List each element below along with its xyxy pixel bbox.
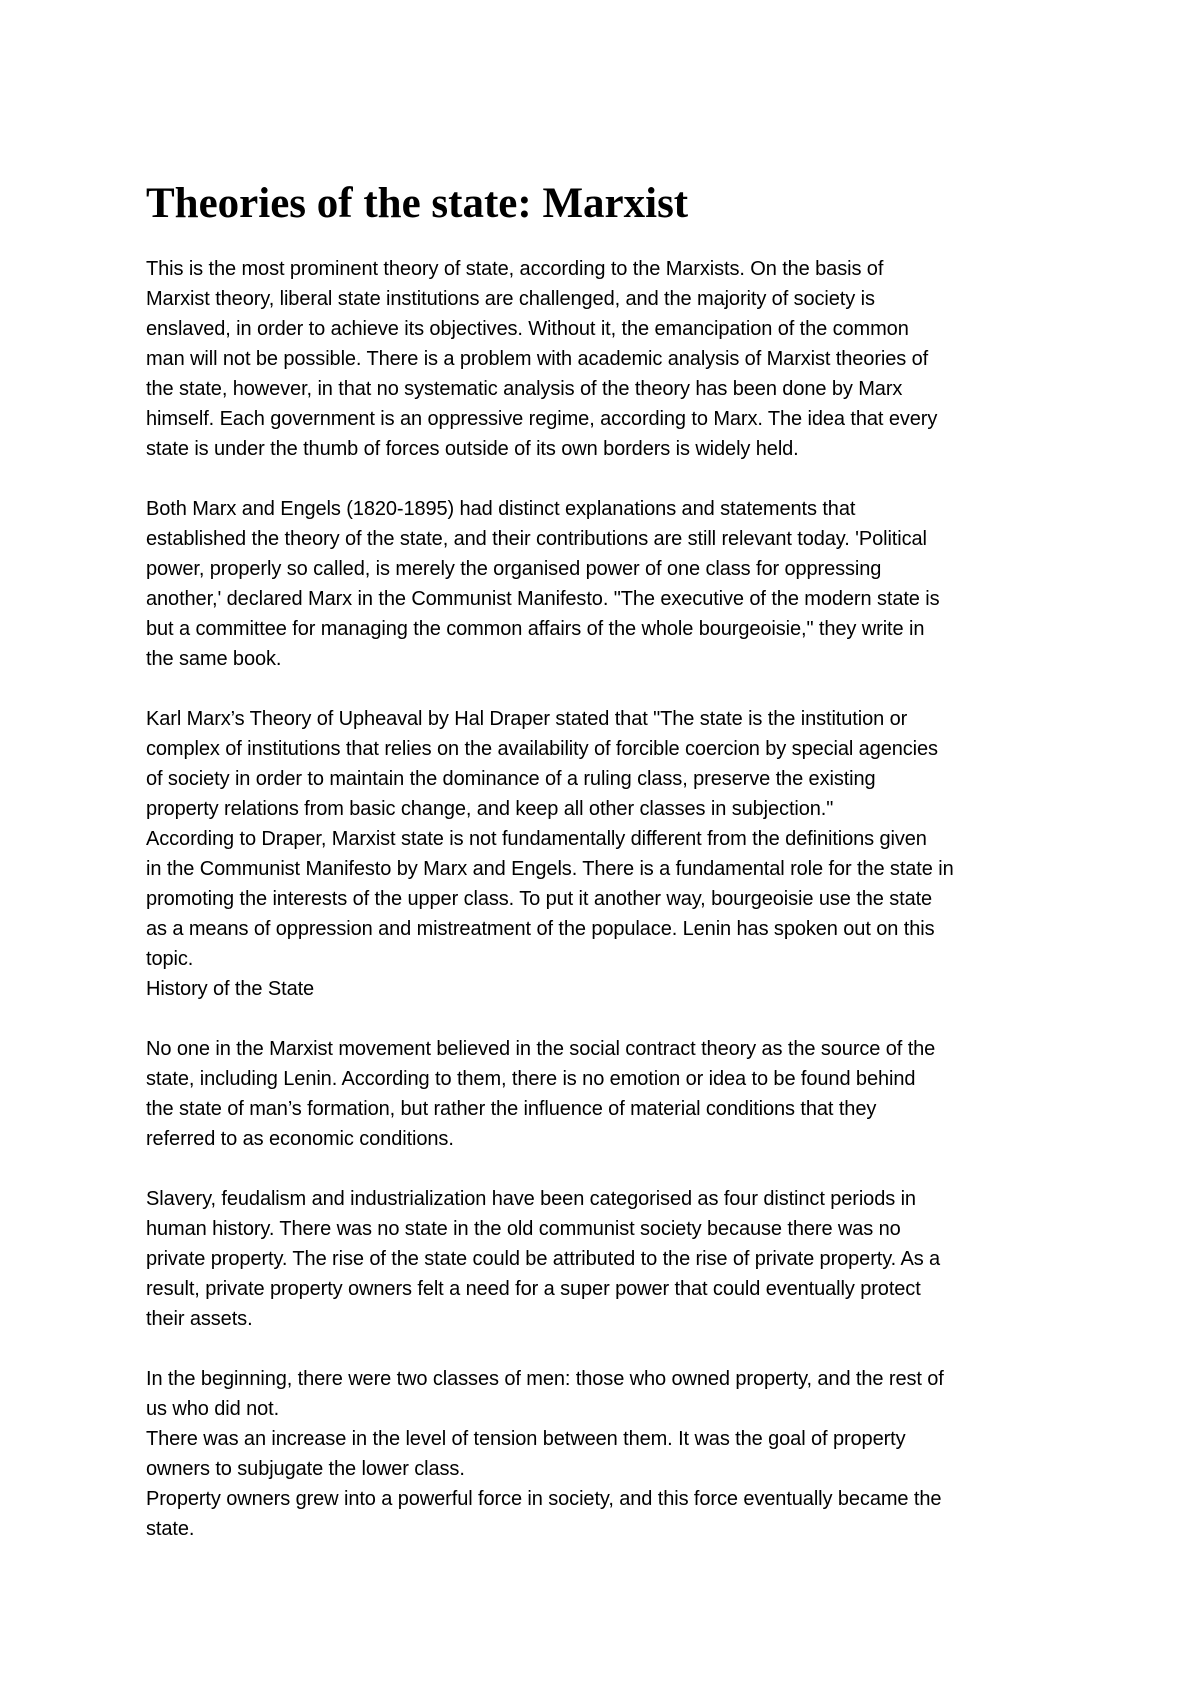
text-line: established the theory of the state, and their contributions are still relevant today. 'Political — [146, 528, 927, 550]
text-line: as a means of oppression and mistreatment of the populace. Lenin has spoken out on this — [146, 918, 935, 940]
text-line: owners to subjugate the lower class. — [146, 1458, 465, 1480]
text-line: No one in the Marxist movement believed in the social contract theory as the source of the — [146, 1038, 936, 1060]
text-line: According to Draper, Marxist state is not fundamentally different from the definitions given — [146, 828, 927, 850]
text-line: power, properly so called, is merely the organised power of one class for oppressing — [146, 558, 882, 580]
text-line: himself. Each government is an oppressive regime, according to Marx. The idea that every — [146, 408, 938, 430]
paragraph — [146, 494, 1076, 674]
text-line: Both Marx and Engels (1820-1895) had distinct explanations and statements that — [146, 498, 856, 520]
text-line: enslaved, in order to achieve its objectives. Without it, the emancipation of the common — [146, 318, 909, 340]
text-line: property relations from basic change, and keep all other classes in subjection." — [146, 798, 834, 820]
text-line: state is under the thumb of forces outside of its own borders is widely held. — [146, 438, 799, 460]
text-line: Property owners grew into a powerful force in society, and this force eventually became the — [146, 1488, 942, 1510]
text-line: but a committee for managing the common affairs of the whole bourgeoisie," they write in — [146, 618, 925, 640]
page-title: Theories of the state: Marxist — [146, 180, 689, 227]
paragraph — [146, 254, 1076, 464]
document-body — [146, 254, 1076, 1574]
text-line: referred to as economic conditions. — [146, 1128, 454, 1150]
paragraph — [146, 1364, 1076, 1544]
paragraph — [146, 1034, 1076, 1154]
text-line: the same book. — [146, 648, 282, 670]
section-heading: History of the State — [146, 978, 315, 1000]
text-line: This is the most prominent theory of state, according to the Marxists. On the basis of — [146, 258, 884, 280]
text-line: us who did not. — [146, 1398, 280, 1420]
text-line: Marxist theory, liberal state institutions are challenged, and the majority of society is — [146, 288, 875, 310]
paragraph — [146, 1184, 1076, 1334]
text-line: in the Communist Manifesto by Marx and Engels. There is a fundamental role for the state in — [146, 858, 954, 880]
text-line: of society in order to maintain the dominance of a ruling class, preserve the existing — [146, 768, 876, 790]
text-line: state, including Lenin. According to them, there is no emotion or idea to be found behind — [146, 1068, 916, 1090]
text-line: the state, however, in that no systematic analysis of the theory has been done by Marx — [146, 378, 903, 400]
text-line: complex of institutions that relies on the availability of forcible coercion by special agencies — [146, 738, 938, 760]
text-line: Slavery, feudalism and industrialization have been categorised as four distinct periods in — [146, 1188, 916, 1210]
text-line: state. — [146, 1518, 195, 1540]
text-line: human history. There was no state in the old communist society because there was no — [146, 1218, 901, 1240]
text-line: the state of man’s formation, but rather the influence of material conditions that they — [146, 1098, 877, 1120]
text-line: their assets. — [146, 1308, 253, 1330]
text-line: There was an increase in the level of tension between them. It was the goal of property — [146, 1428, 906, 1450]
text-line: another,' declared Marx in the Communist Manifesto. "The executive of the modern state is — [146, 588, 940, 610]
text-line: private property. The rise of the state could be attributed to the rise of private property. As a — [146, 1248, 941, 1270]
paragraph — [146, 704, 1076, 1004]
text-line: Karl Marx’s Theory of Upheaval by Hal Draper stated that "The state is the institution or — [146, 708, 908, 730]
text-line: result, private property owners felt a need for a super power that could eventually protect — [146, 1278, 921, 1300]
text-line: man will not be possible. There is a problem with academic analysis of Marxist theories of — [146, 348, 929, 370]
text-line: In the beginning, there were two classes of men: those who owned property, and the rest of — [146, 1368, 944, 1390]
text-line: promoting the interests of the upper class. To put it another way, bourgeoisie use the state — [146, 888, 933, 910]
text-line: topic. — [146, 948, 194, 970]
